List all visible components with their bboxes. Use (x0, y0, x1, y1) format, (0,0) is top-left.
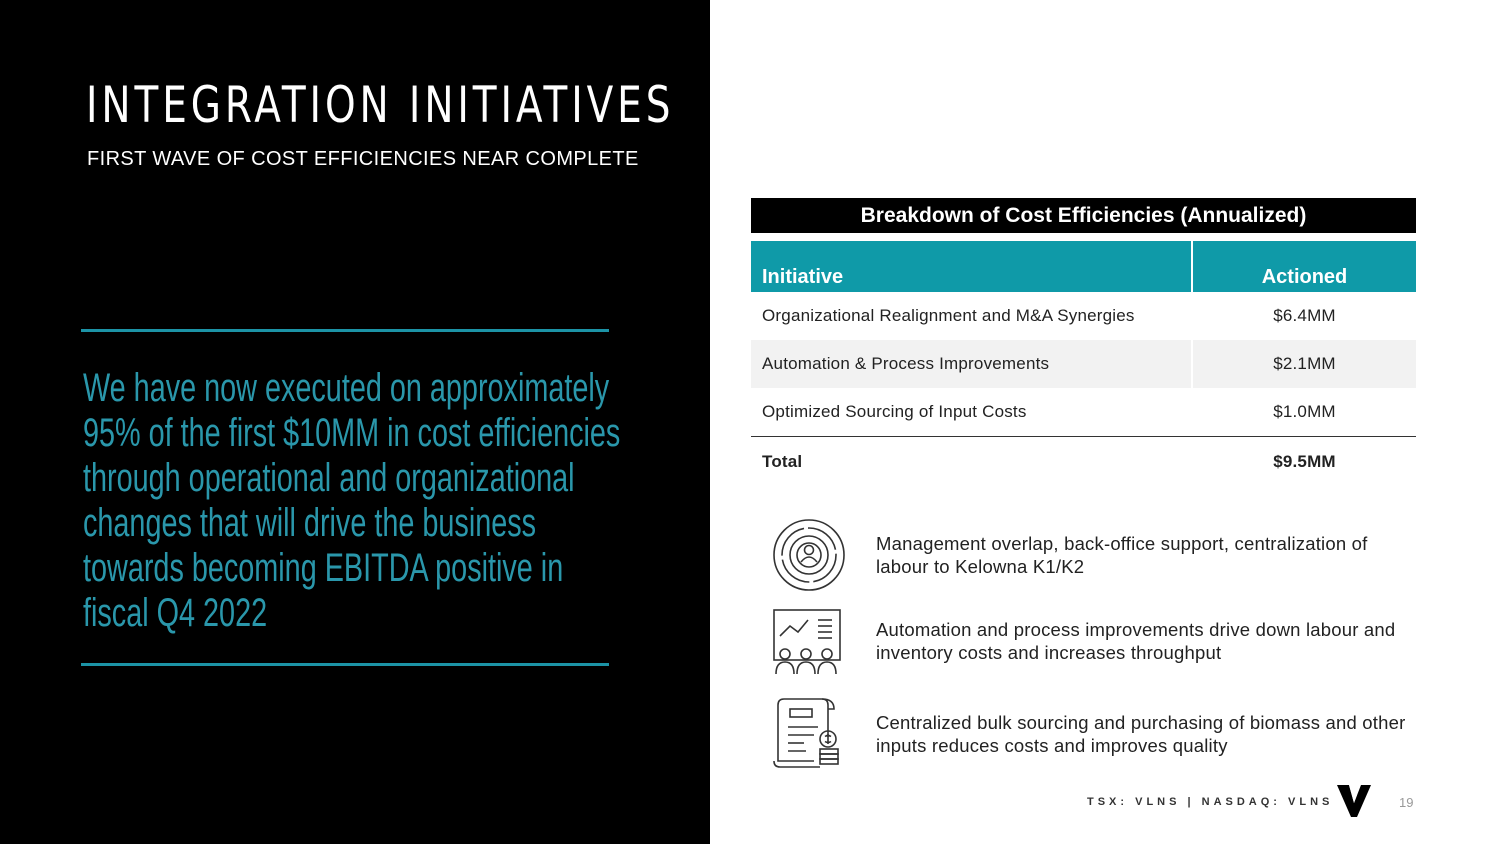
divider-top (81, 329, 609, 332)
target-person-icon (770, 516, 848, 594)
table-caption: Breakdown of Cost Efficiencies (Annualized) (751, 198, 1416, 233)
divider-bottom (81, 663, 609, 666)
row-amount: $2.1MM (1273, 354, 1336, 373)
footer-ticker: TSX: VLNS | NASDAQ: VLNS (1087, 796, 1334, 808)
invoice-coins-icon (770, 695, 848, 773)
benefit-text: Centralized bulk sourcing and purchasing of biomass and other inputs reduces costs and improves quality (876, 712, 1406, 756)
page-number: 19 (1399, 795, 1414, 810)
benefit-item (770, 516, 1416, 594)
table-row (751, 340, 1416, 388)
total-amount: $9.5MM (1273, 451, 1336, 471)
row-amount: $6.4MM (1273, 306, 1336, 325)
company-logo (1337, 783, 1371, 819)
cost-efficiencies-table (751, 241, 1416, 486)
benefit-item (770, 695, 1416, 773)
row-initiative: Automation & Process Improvements (751, 340, 1193, 388)
key-statement: We have now executed on approximately 95% of the first $10MM in cost efficiencies through operational and organizational changes that will drive the business towards becoming EBITDA positive in fiscal Q4 2022 (83, 366, 621, 635)
benefit-item (770, 602, 1416, 680)
row-amount: $1.0MM (1273, 402, 1336, 421)
benefit-text: Automation and process improvements drive down labour and inventory costs and increases throughput (876, 619, 1396, 663)
table-row (751, 388, 1416, 436)
table-row (751, 292, 1416, 340)
header-initiative: Initiative (751, 241, 1193, 292)
table-total-row (751, 436, 1416, 486)
row-initiative: Optimized Sourcing of Input Costs (751, 388, 1193, 436)
slide-title: INTEGRATION INITIATIVES (86, 76, 675, 134)
benefit-text: Management overlap, back-office support, centralization of labour to Kelowna K1/K2 (876, 533, 1368, 577)
table-header-row (751, 241, 1416, 292)
team-chart-icon (770, 602, 848, 680)
slide-subtitle: FIRST WAVE OF COST EFFICIENCIES NEAR COMPLETE (87, 148, 639, 170)
total-label: Total (751, 437, 1193, 486)
row-initiative: Organizational Realignment and M&A Synergies (751, 292, 1193, 340)
header-actioned: Actioned (1261, 266, 1348, 288)
